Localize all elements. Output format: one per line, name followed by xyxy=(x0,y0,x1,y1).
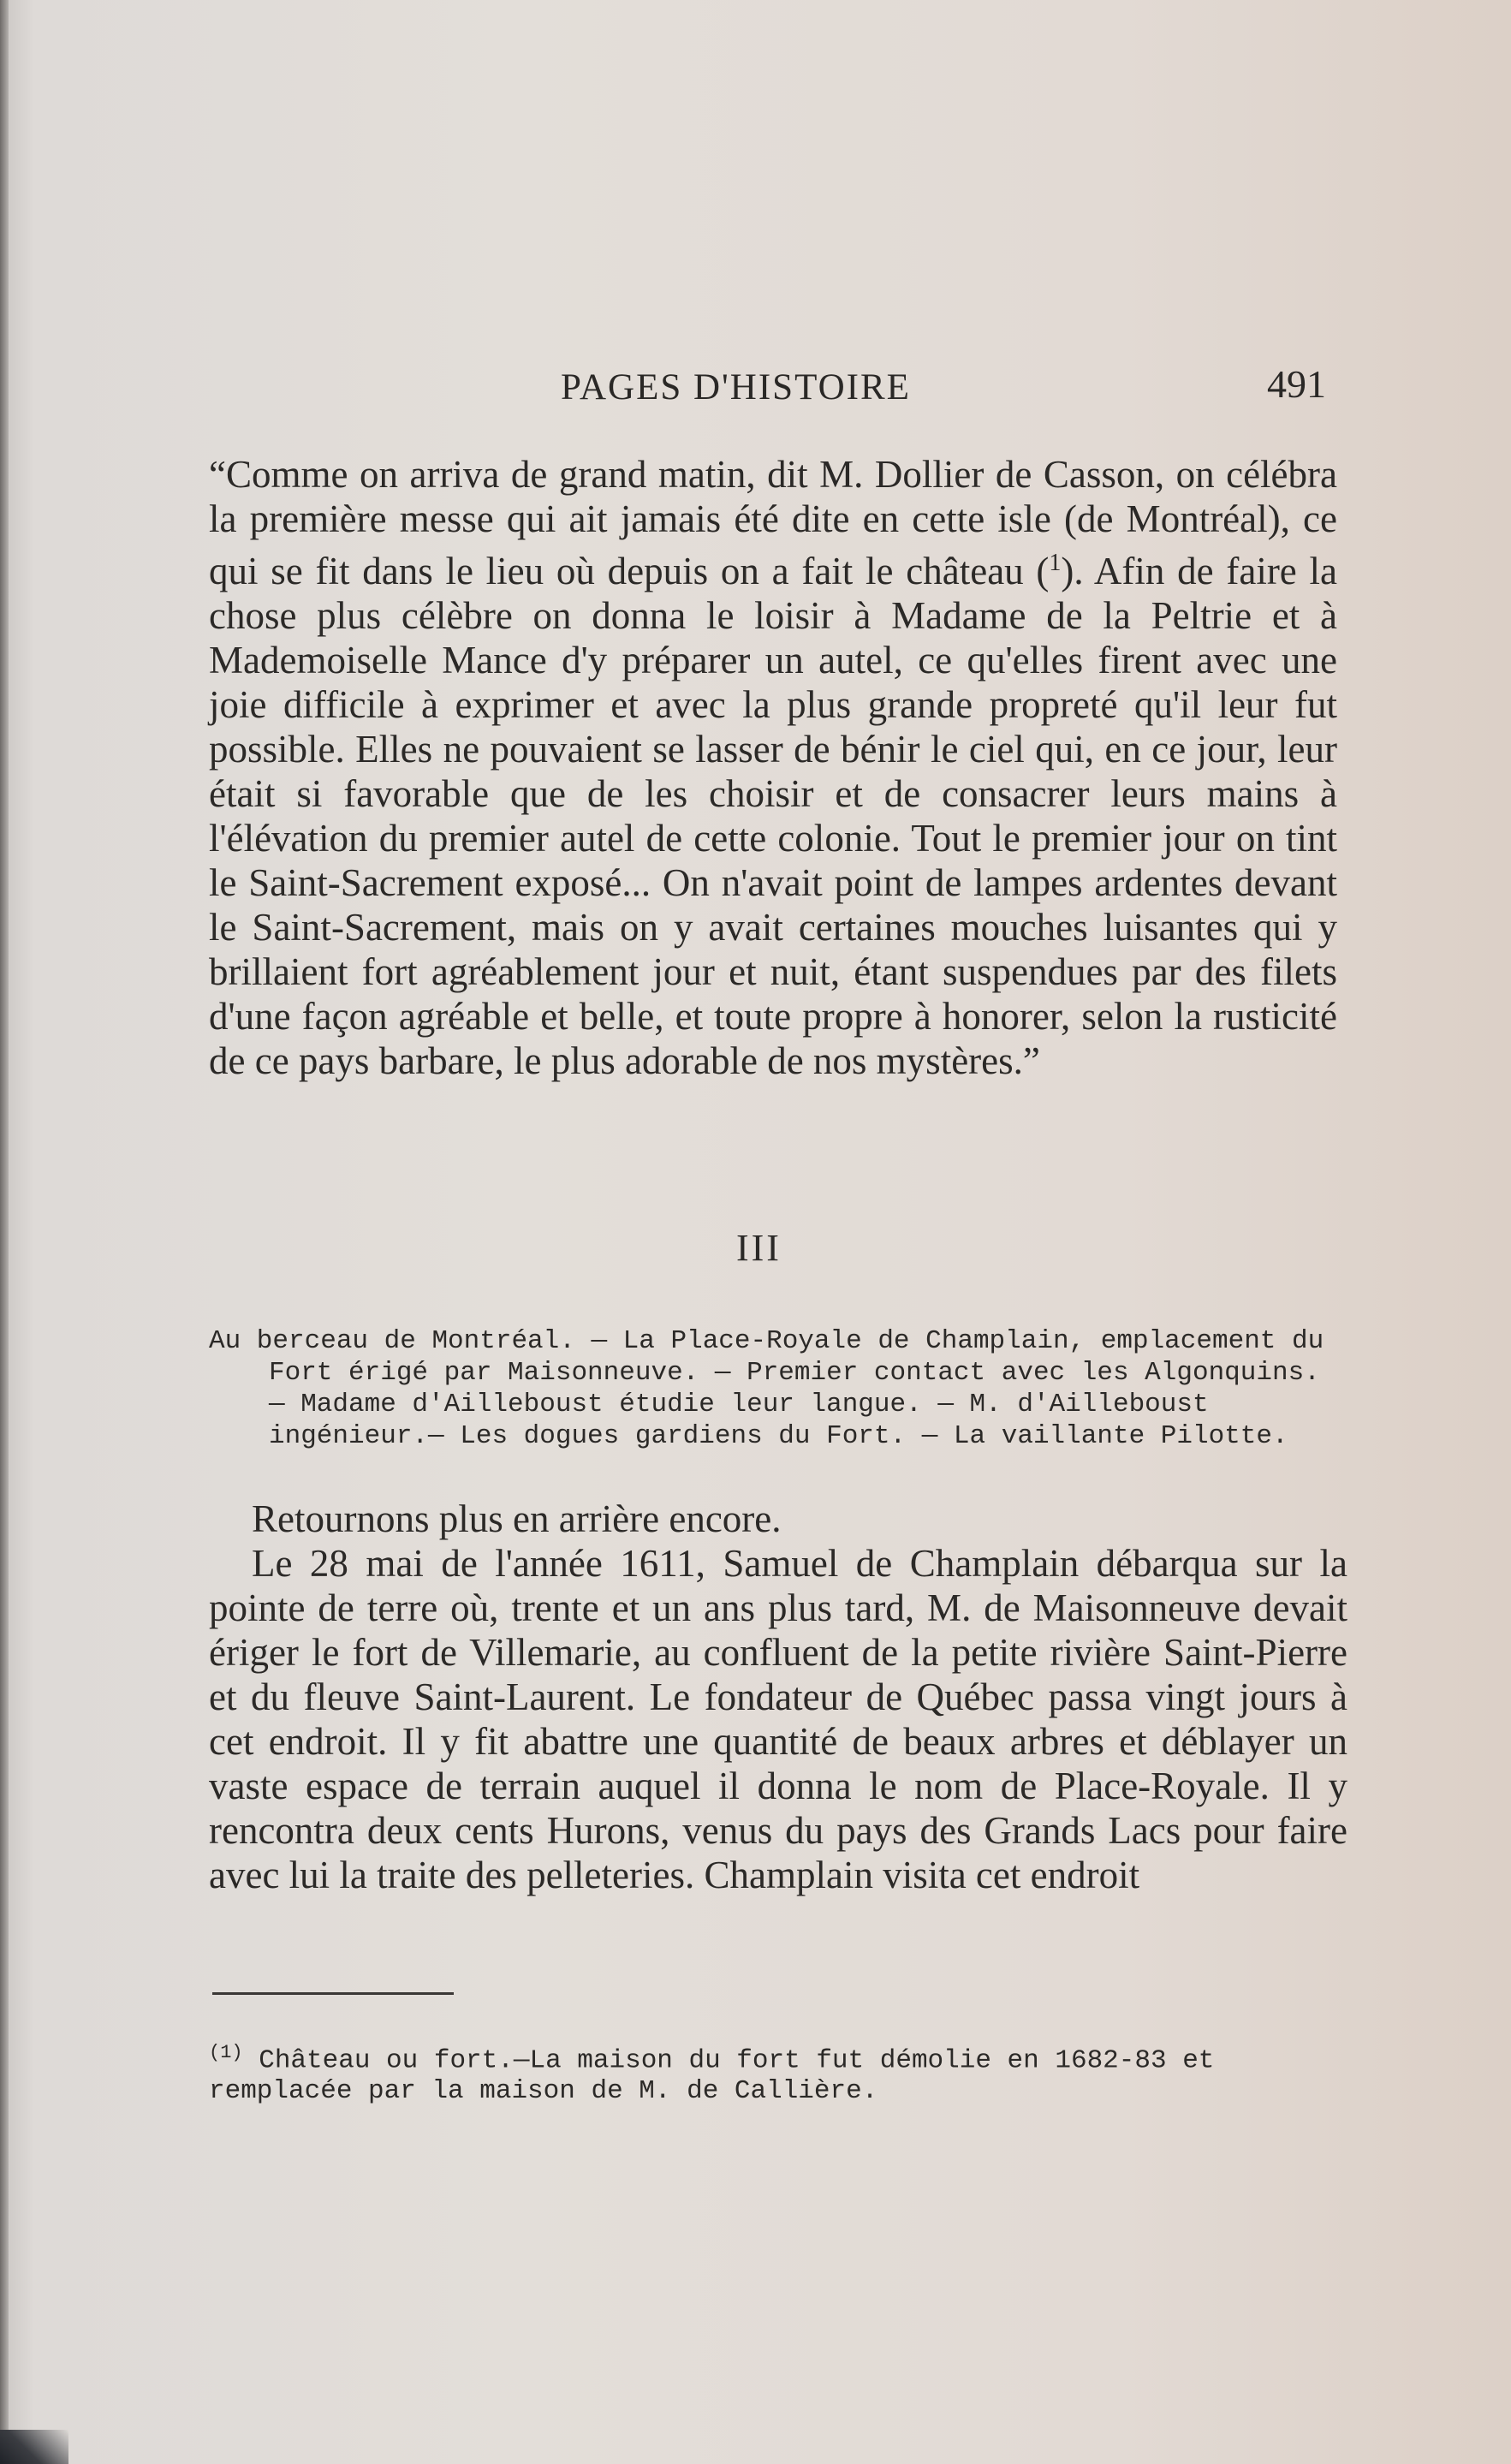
footnote-mark: (1) xyxy=(209,2042,243,2063)
page-number: 491 xyxy=(1267,362,1326,406)
running-head: PAGES D'HISTOIRE xyxy=(561,367,911,408)
summary-first-line: Au berceau de Montréal. — La Place-Royale de Champlain, emplacement du xyxy=(209,1326,1324,1356)
footnote-text: Château ou fort.—La maison du fort fut démolie en 1682-83 et remplacée par la maison de M. de Callière. xyxy=(209,2045,1215,2107)
footnote-divider xyxy=(212,1992,454,1995)
narrative-paragraph: Le 28 mai de l'année 1611, Samuel de Champlain débarqua sur la pointe de terre où, trente et un ans plus tard, M. de Maisonneuve devait ériger le fort de Villemarie, au confluent de la petite rivière Saint-Pierre et du fleuve Saint-Laurent. Le fondateur de Québec passa vingt jours à cet endroit. Il y fit abattre une quantité de beaux arbres et déblayer un vaste espace de terrain auquel il donna le nom de Place-Royale. Il y rencontra deux cents Hurons, venus du pays des Grands Lacs pour faire avec lui la traite des pelleteries. Champlain visita cet endroit xyxy=(209,1542,1347,1896)
corner-shadow xyxy=(0,2430,68,2464)
section-summary xyxy=(209,1325,1347,1452)
footnote xyxy=(209,2038,1347,2107)
quotation-paragraph xyxy=(209,452,1337,1083)
quotation-text-end: ). Afin de faire la chose plus célèbre on donna le loisir à Madame de la Peltrie et à Mademoiselle Mance d'y préparer un autel, ce qu'elles firent avec une joie difficile à exprimer et avec la plus grande propreté qu'il leur fut possible. Elles ne pouvaient se lasser de bénir le ciel qui, en ce jour, leur était si favorable que de les choisir et de consacrer leurs mains à l'élévation du premier autel de cette colonie. Tout le premier jour on tint le Saint-Sacrement exposé... On n'avait point de lampes ardentes devant le Saint-Sacrement, mais on y avait certaines mouches luisantes qui y brillaient fort agréablement jour et nuit, étant suspendues par des filets d'une façon agréable et belle, et toute propre à honorer, selon la rusticité de ce pays barbare, le plus adorable de nos mystères.” xyxy=(209,550,1337,1082)
section-number: III xyxy=(736,1227,782,1269)
narrative-paragraph: Retournons plus en arrière encore. xyxy=(252,1497,782,1540)
footnote-reference: 1 xyxy=(1049,550,1062,576)
quotation-text-start: “Comme on arriva de grand matin, dit M. Dollier de Casson, on célébra la première messe qui ait jamais été dite en cette isle (de Montréal), ce qui se fit dans le lieu où depuis on a fait le château ( xyxy=(209,453,1337,592)
book-spine-shadow xyxy=(0,0,9,2464)
narrative-text xyxy=(209,1497,1347,1897)
summary-continuation: Fort érigé par Maisonneuve. — Premier contact avec les Algonquins. — Madame d'Ailleboust étudie leur langue. — M. d'Ailleboust ingénieur.— Les dogues gardiens du Fort. — La vaillante Pilotte. xyxy=(269,1358,1320,1451)
